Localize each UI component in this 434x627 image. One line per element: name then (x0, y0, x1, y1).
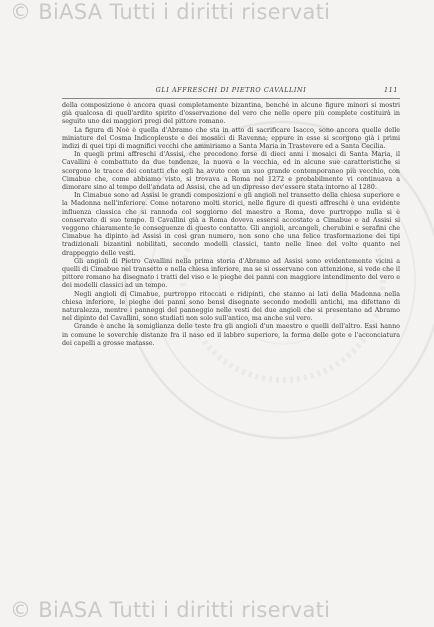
paragraph: Grande è anche la somiglianza delle teste fra gli angioli d'un maestro e quelli dell'altro. Essi hanno in comune le soverchie distanze fra il naso ed il labbro superiore, la forma delle gote e l'acconciatura dei capelli a grosse matasse. (62, 323, 400, 347)
paragraph: La figura di Noè è quella d'Abramo che sta in atto di sacrificare Isacco, sono ancora quelle delle miniature del Cosma Indicopleuste e dei mosaici di Ravenna; eppure in esse si scorgono già i primi indizi di quei tipi di magnifici vecchi che ammiriamo a Santa Maria in Trastevere ed a Santa Cecilia. (62, 126, 400, 151)
running-head-title: GLI AFFRESCHI DI PIETRO CAVALLINI (155, 86, 307, 94)
paragraph: Negli angioli di Cimabue, purtroppo ritoccati e ridipinti, che stanno ai lati della Madonna nella chiesa inferiore, le pieghe dei panni sono bensì disegnate secondo modelli antichi, ma difettano di naturalezza, mentre i panneggi del panneggio nelle vesti dei due angioli che si presentano ad Abramo nel dipinto del Cavallini, sono studiati non solo sull'antico, ma anche sul vero. (62, 290, 400, 323)
body-text (62, 102, 400, 348)
paragraph: In Cimabue sono ad Assisi le grandi composizioni e gli angioli nel transetto della chiesa superiore e la Madonna nell'inferiore. Come notarono molti storici, nelle figure di questi affreschi è una evidente influenza classica che si rannoda col soggiorno del maestro a Roma, dove purtroppo nulla si è conservato di suo tempo. Il Cavallini già a Roma doveva essersi accostato a Cimabue e ad Assisi si veggono chiaramente le conseguenze di questo contatto. Gli angioli, arcangeli, cherubini e serafini che Cimabue ha dipinto ad Assisi in così gran numero, non sono che una felice trasformazione dei tipi tradizionali bizantini nobilitati, secondo modelli classici, tanto nelle linee del volto quanto nel drappeggio delle vesti. (62, 192, 400, 257)
copyright-watermark-bottom: © BiASA Tutti i diritti riservati (10, 598, 331, 622)
page-number: 111 (384, 86, 398, 94)
paragraph: Gli angioli di Pietro Cavallini nella prima storia d'Abramo ad Assisi sono evidentemente vicini a quelli di Cimabue nel transetto e nella chiesa inferiore, ma se si osservano con attenzione, si vede che il pittore romano ha disegnato i tratti del viso e le pieghe dei panni con maggiore intendimento del vero e dei modelli classici ad un tempo. (62, 257, 400, 290)
paragraph: della composizione è ancora quasi completamente bizantina, benché in alcune figure minori si mostri già qualcosa di quell'ardito spirito d'osservazione del vero che nelle opere più complete costituirà in seguito uno dei maggiori pregi del pittore romano. (62, 102, 400, 126)
running-head (62, 86, 400, 99)
copyright-watermark-top: © BiASA Tutti i diritti riservati (10, 0, 331, 24)
paragraph: In quegli primi affreschi d'Assisi, che precedono forse di dieci anni i mosaici di Santa Maria, il Cavallini è combattuto da due tendenze, la nuova e la vecchia, ed in alcune sue caratteristiche si scorgono le tracce dei contatti che egli ha avuto con un suo grande contemporaneo più vecchio, con Cimabue che, come abbiamo visto, si trovava a Roma nel 1272 e probabilmente vi continuava a dimorare sino al tempo dell'andata ad Assisi, che ad un dipresso dev'essere stata intorno al 1280. (62, 151, 400, 192)
book-page (62, 86, 400, 588)
